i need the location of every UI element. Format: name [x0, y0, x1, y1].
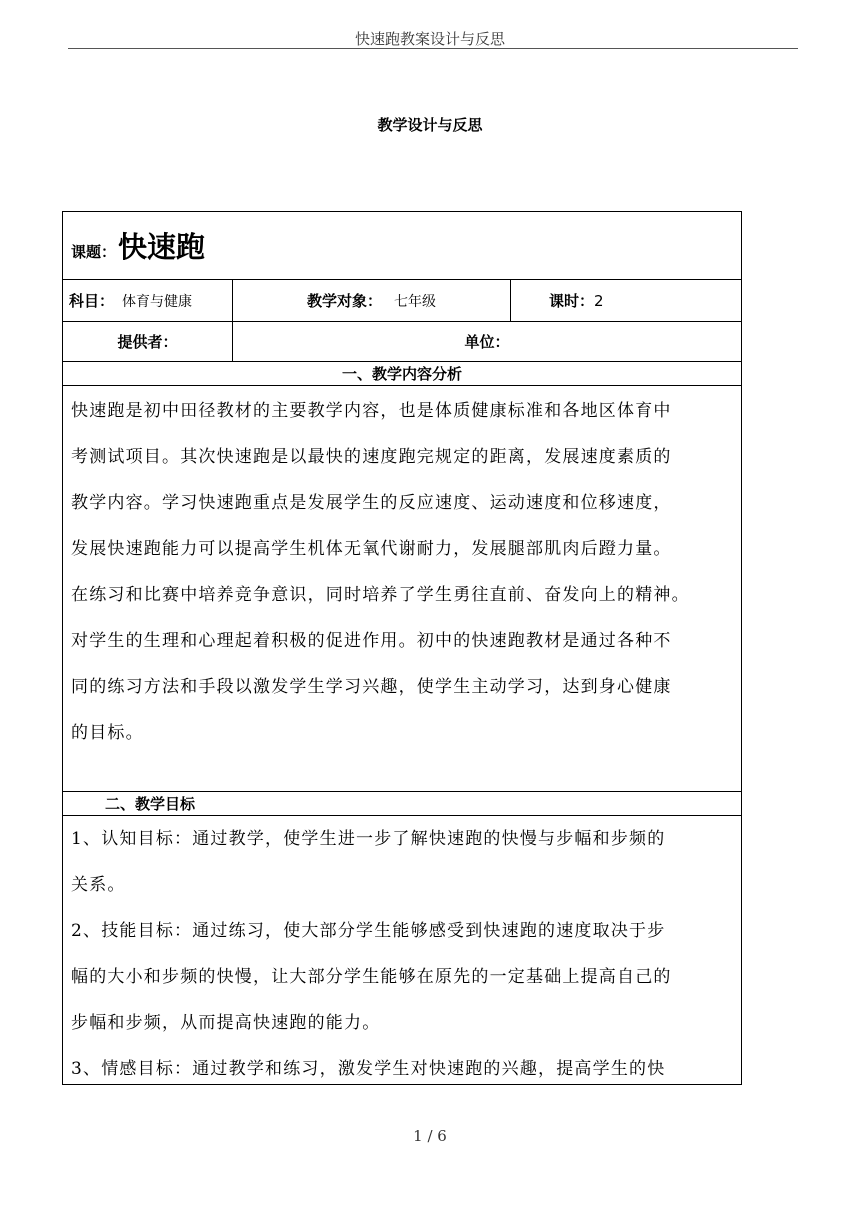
- text-line: 3、情感目标：通过教学和练习，激发学生对快速跑的兴趣，提高学生的快: [71, 1059, 666, 1079]
- topic-label: 课题：: [71, 243, 117, 261]
- section1-paragraph: [71, 388, 737, 756]
- text-line: 步幅和步频，从而提高快速跑的能力。: [71, 1013, 381, 1033]
- hours-cell: [510, 280, 741, 321]
- unit-cell: [232, 322, 741, 361]
- section2-body: [63, 816, 741, 1084]
- audience-label: 教学对象：: [306, 292, 382, 310]
- document-title: 教学设计与反思: [377, 116, 483, 134]
- header-rule: [68, 48, 798, 49]
- section2-heading-row: [63, 792, 741, 816]
- unit-label: 单位：: [464, 333, 510, 351]
- text-line: 1、认知目标：通过教学，使学生进一步了解快速跑的快慢与步幅和步频的: [71, 829, 666, 849]
- provider-label: 提供者：: [117, 333, 178, 351]
- section2-paragraph: [71, 816, 737, 1092]
- page-number: 1 / 6: [413, 1127, 447, 1145]
- topic-row: [63, 212, 741, 280]
- audience-cell: [232, 280, 510, 321]
- text-line: 同的练习方法和手段以激发学生学习兴趣，使学生主动学习，达到身心健康: [71, 677, 672, 697]
- text-line: 关系。: [71, 875, 126, 895]
- subject-label: 科目：: [69, 292, 115, 310]
- text-line: 2、技能目标：通过练习，使大部分学生能够感受到快速跑的速度取决于步: [71, 921, 666, 941]
- text-line: 对学生的生理和心理起着积极的促进作用。初中的快速跑教材是通过各种不: [71, 631, 672, 651]
- hours-label: 课时：: [549, 292, 595, 310]
- provider-cell: [63, 322, 232, 361]
- subject-cell: [63, 280, 232, 321]
- hours-value: 2: [594, 291, 604, 310]
- lesson-plan-table: [62, 211, 742, 1085]
- section1-heading-row: [63, 362, 741, 386]
- text-line: 幅的大小和步频的快慢，让大部分学生能够在原先的一定基础上提高自己的: [71, 967, 672, 987]
- provider-row: [63, 322, 741, 362]
- section1-body: [63, 386, 741, 792]
- text-line: 在练习和比赛中培养竞争意识，同时培养了学生勇往直前、奋发向上的精神。: [71, 585, 690, 605]
- text-line: 教学内容。学习快速跑重点是发展学生的反应速度、运动速度和位移速度，: [71, 493, 672, 513]
- running-header: 快速跑教案设计与反思: [354, 30, 505, 48]
- section1-heading: 一、教学内容分析: [341, 365, 462, 383]
- topic-value: 快速跑: [118, 230, 206, 264]
- section2-heading: 二、教学目标: [105, 795, 196, 813]
- info-row: [63, 280, 741, 322]
- subject-value: 体育与健康: [122, 293, 193, 310]
- text-line: 考测试项目。其次快速跑是以最快的速度跑完规定的距离，发展速度素质的: [71, 447, 672, 467]
- text-line: 快速跑是初中田径教材的主要教学内容，也是体质健康标准和各地区体育中: [71, 401, 672, 421]
- audience-value: 七年级: [394, 293, 436, 310]
- text-line: 的目标。: [71, 723, 144, 743]
- text-line: 发展快速跑能力可以提高学生机体无氧代谢耐力，发展腿部肌肉后蹬力量。: [71, 539, 672, 559]
